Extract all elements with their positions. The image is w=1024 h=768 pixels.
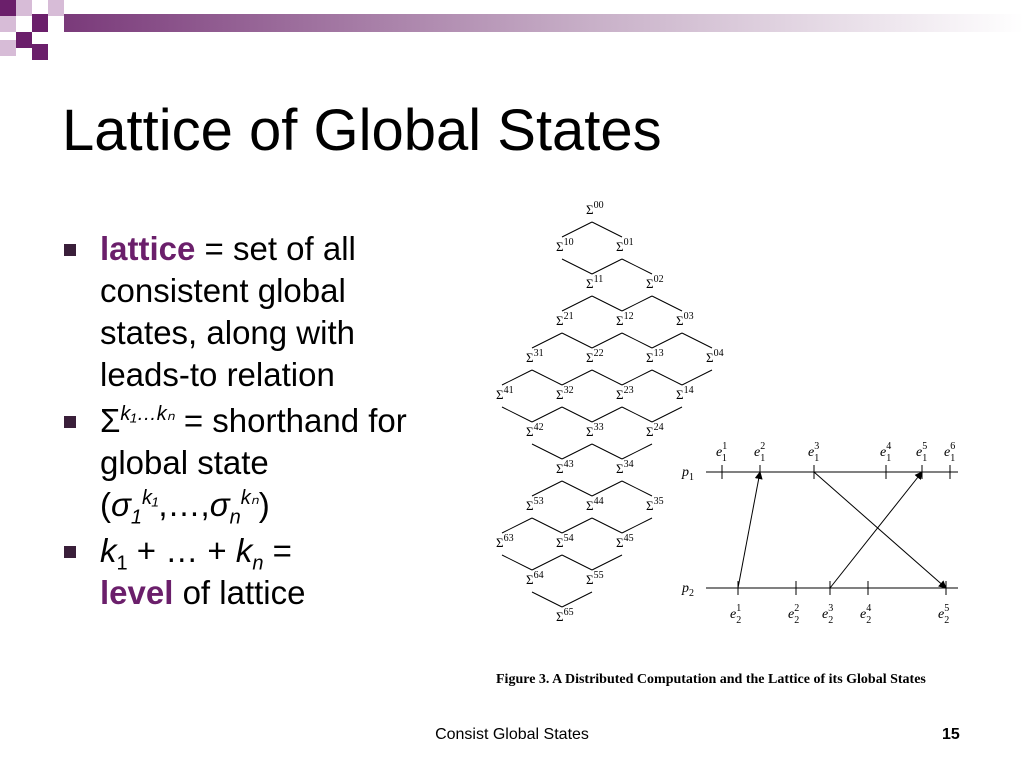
lattice-node: $\Sigma^{64}$	[526, 570, 544, 587]
lattice-node: $\Sigma^{03}$	[676, 311, 694, 328]
footer-text: Consist Global States	[435, 726, 589, 743]
sigma-superscript: k₁…kₙ	[120, 403, 175, 425]
lattice-node: $\Sigma^{02}$	[646, 274, 664, 291]
bullet-level	[62, 530, 442, 614]
lattice-edge	[592, 222, 622, 237]
lattice-node: $\Sigma^{33}$	[586, 422, 604, 439]
slide-title: Lattice of Global States	[62, 98, 662, 163]
lattice-node: $\Sigma^{14}$	[676, 385, 694, 402]
lattice-edge	[562, 333, 592, 348]
lattice-node: $\Sigma^{12}$	[616, 311, 634, 328]
lattice-edge	[532, 407, 562, 422]
bullet-lattice	[62, 228, 442, 396]
lattice-node: $\Sigma^{10}$	[556, 237, 574, 254]
lattice-edge	[502, 407, 532, 422]
bullet-text: = shorthand for global state (	[100, 402, 407, 523]
page-number: 15	[942, 726, 960, 743]
bullet-square-icon	[64, 244, 76, 256]
p2-event-label: $e^2$ 2	[788, 603, 800, 626]
lattice-node: $\Sigma^{01}$	[616, 237, 634, 254]
lattice-edge	[652, 296, 682, 311]
lattice-edge	[622, 296, 652, 311]
lattice-edge	[622, 518, 652, 533]
header-decoration	[0, 0, 1024, 62]
kn: k	[235, 532, 253, 569]
bullet-square-icon	[64, 416, 76, 428]
bullet-shorthand	[62, 400, 442, 529]
lattice-node: $\Sigma^{55}$	[586, 570, 604, 587]
lattice-edge	[562, 370, 592, 385]
lattice-node: $\Sigma^{41}$	[496, 385, 514, 402]
lattice-node: $\Sigma^{22}$	[586, 348, 604, 365]
lattice-edge	[532, 481, 562, 496]
p2-event-label: $e^5$ 2	[938, 603, 950, 626]
lattice-node: $\Sigma^{53}$	[526, 496, 544, 513]
message-arrow	[814, 472, 946, 588]
bullet-text: = set of all consistent global states, along with leads-to relation	[100, 230, 356, 393]
p2-event-label: $e^3$ 2	[822, 603, 834, 626]
ellipsis: ,…,	[158, 486, 210, 523]
lattice-edge	[622, 481, 652, 496]
process-label: $p_1$	[682, 465, 694, 483]
lattice-edge	[532, 518, 562, 533]
message-arrow	[830, 472, 922, 588]
lattice-node: $\Sigma^{63}$	[496, 533, 514, 550]
lattice-node: $\Sigma^{34}$	[616, 459, 634, 476]
sigma-n-sup: kₙ	[240, 487, 259, 509]
p1-event-label: $e^4$ 1	[880, 441, 892, 464]
sigma-n-sub: n	[229, 506, 241, 529]
computation-diagram	[676, 432, 976, 632]
sigma-1-sub: 1	[130, 506, 143, 529]
sigma-n: σ	[209, 486, 230, 523]
lattice-edge	[592, 407, 622, 422]
lattice-node: $\Sigma^{45}$	[616, 533, 634, 550]
bullet-square-icon	[64, 546, 76, 558]
lattice-edge	[682, 370, 712, 385]
p1-event-label: $e^6$ 1	[944, 441, 956, 464]
lattice-node: $\Sigma^{44}$	[586, 496, 604, 513]
lattice-node: $\Sigma^{42}$	[526, 422, 544, 439]
plus-ellipsis: + … +	[127, 532, 236, 569]
lattice-node: $\Sigma^{21}$	[556, 311, 574, 328]
lattice-edge	[592, 555, 622, 570]
lattice-node: $\Sigma^{32}$	[556, 385, 574, 402]
lattice-edge	[592, 518, 622, 533]
lattice-edge	[562, 222, 592, 237]
lattice-edge	[652, 333, 682, 348]
lattice-edge	[592, 296, 622, 311]
lattice-edge	[562, 592, 592, 607]
lattice-node: $\Sigma^{43}$	[556, 459, 574, 476]
lattice-node: $\Sigma^{23}$	[616, 385, 634, 402]
lattice-edge	[562, 481, 592, 496]
lattice-edge	[592, 444, 622, 459]
lattice-edge	[562, 296, 592, 311]
process-label: $p_2$	[682, 581, 694, 599]
lattice-node: $\Sigma^{31}$	[526, 348, 544, 365]
lattice-edge	[532, 333, 562, 348]
lattice-edge	[562, 407, 592, 422]
p1-event-label: $e^5$ 1	[916, 441, 928, 464]
lattice-node: $\Sigma^{00}$	[586, 200, 604, 217]
lattice-node: $\Sigma^{11}$	[586, 274, 604, 291]
lattice-edge	[562, 518, 592, 533]
message-arrow	[738, 472, 760, 588]
figure-caption: Figure 3. A Distributed Computation and the Lattice of its Global States	[496, 672, 926, 687]
p1-event-label: $e^1$ 1	[716, 441, 727, 464]
lattice-edge	[622, 407, 652, 422]
lattice-node: $\Sigma^{54}$	[556, 533, 574, 550]
lattice-node: $\Sigma^{65}$	[556, 607, 574, 624]
lattice-node: $\Sigma^{35}$	[646, 496, 664, 513]
lattice-node: $\Sigma^{13}$	[646, 348, 664, 365]
lattice-node: $\Sigma^{04}$	[706, 348, 724, 365]
bullet-text: of lattice	[173, 574, 306, 611]
lattice-edge	[622, 259, 652, 274]
lattice-edge	[592, 370, 622, 385]
lattice-edge	[682, 333, 712, 348]
lattice-edge	[592, 481, 622, 496]
lattice-edge	[652, 370, 682, 385]
bullet-list	[62, 228, 442, 618]
sigma-1: σ	[111, 486, 131, 523]
lattice-edge	[532, 370, 562, 385]
lattice-edge	[652, 407, 682, 422]
lattice-edge	[562, 444, 592, 459]
lattice-edge	[532, 592, 562, 607]
lattice-node: $\Sigma^{24}$	[646, 422, 664, 439]
lattice-edge	[502, 518, 532, 533]
p2-event-label: $e^4$ 2	[860, 603, 872, 626]
lattice-edge	[622, 370, 652, 385]
lattice-edge	[532, 555, 562, 570]
k1: k	[100, 532, 117, 569]
equals: =	[263, 532, 292, 569]
p1-event-label: $e^3$ 1	[808, 441, 820, 464]
p2-event-label: $e^1$ 2	[730, 603, 742, 626]
lattice-edge	[592, 333, 622, 348]
close-paren: )	[258, 486, 270, 523]
lattice-edge	[562, 555, 592, 570]
p1-event-label: $e^2$ 1	[754, 441, 766, 464]
keyword-level: level	[100, 574, 174, 611]
lattice-edge	[622, 444, 652, 459]
lattice-edge	[532, 444, 562, 459]
lattice-edge	[622, 333, 652, 348]
sigma-1-sup: k₁	[142, 487, 159, 509]
sigma-symbol: Σ	[100, 402, 121, 439]
k1-sub: 1	[116, 552, 128, 575]
keyword-lattice: lattice	[100, 230, 196, 267]
kn-sub: n	[252, 552, 264, 575]
lattice-edge	[562, 259, 592, 274]
lattice-edge	[592, 259, 622, 274]
lattice-edge	[502, 555, 532, 570]
lattice-edge	[502, 370, 532, 385]
